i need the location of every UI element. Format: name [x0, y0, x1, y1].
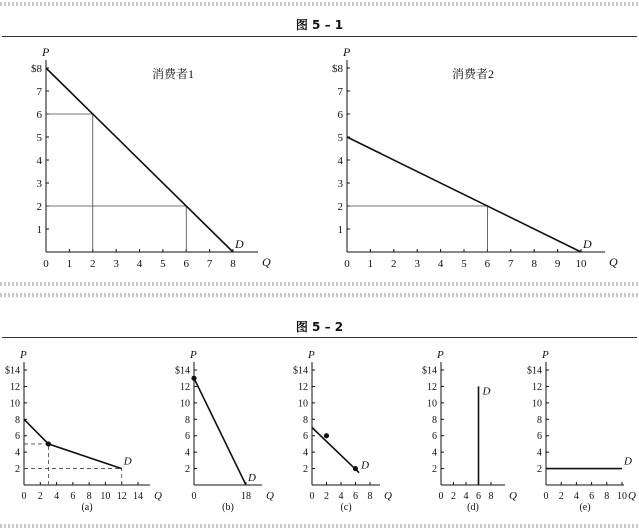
chart2-x-tick-label: 8 [531, 258, 537, 270]
chart1-demand-curve [46, 68, 233, 252]
chart2-y-axis-label: P [343, 45, 351, 59]
chart7-panel-label: (e) [579, 502, 591, 513]
chart2-y-tick-label: 2 [337, 200, 343, 213]
chart7-x-tick-label: 6 [589, 491, 595, 502]
chart5-y-axis-label: P [308, 349, 315, 361]
chart5-y-tick-label: $14 [293, 365, 308, 377]
chart4-y-tick-label: 8 [185, 414, 190, 426]
chart2-x-axis-label: Q [609, 255, 618, 269]
chart2-y-tick-label: 4 [337, 154, 343, 167]
chart2-x-tick-label: 2 [391, 258, 397, 270]
chart2-x-tick-label: 0 [344, 258, 350, 270]
chart7-y-tick-label: 6 [537, 431, 542, 443]
chart2-y-tick-label: 7 [337, 85, 343, 98]
chart6-x-tick-label: 0 [438, 491, 444, 502]
chart2-x-tick-label: 4 [437, 258, 444, 270]
figure-5-2-title: 图 5 – 2 [295, 320, 344, 334]
chart1-x-tick-label: 8 [230, 258, 236, 270]
chart3-y-tick-label: 10 [10, 398, 20, 410]
chart7-y-axis-label: P [542, 349, 549, 361]
chart4-data-point [191, 376, 196, 381]
chart2-x-tick-label: 5 [461, 258, 467, 270]
chart7-y-tick-label: 4 [537, 447, 542, 459]
chart2-y-tick-label: 1 [337, 223, 343, 236]
chart3-x-axis-label: Q [154, 490, 162, 502]
chart3-curve-label: D [123, 455, 132, 468]
chart3-x-tick-label: 6 [70, 491, 76, 502]
chart5-x-tick-label: 6 [353, 491, 358, 502]
chart7-curve-label: D [624, 455, 632, 468]
chart6-x-tick-label: 2 [451, 491, 456, 502]
chart2-x-tick-label: 7 [508, 258, 514, 270]
chart2-x-tick-label: 1 [367, 258, 374, 270]
chart6-panel-label: (d) [467, 502, 479, 513]
chart1-x-tick-label: 5 [160, 258, 166, 270]
chart3-x-tick-label: 14 [133, 491, 143, 502]
chart5-x-tick-label: 2 [324, 491, 329, 502]
chart4-x-tick-label: 0 [191, 491, 197, 502]
chart5-y-tick-label: 2 [303, 464, 308, 476]
chart6-x-axis-label: Q [509, 490, 517, 502]
chart5-panel-label: (c) [340, 502, 352, 513]
chart1-x-tick-label: 6 [183, 258, 189, 270]
chart2-y-tick-label: 3 [337, 177, 343, 190]
chart3-x-tick-label: 8 [86, 491, 92, 502]
chart5-x-tick-label: 4 [338, 491, 344, 502]
chart3-data-point [46, 441, 51, 446]
chart7-y-tick-label: 8 [537, 414, 542, 426]
chart3-panel-label: (a) [81, 502, 93, 513]
chart3-x-tick-label: 12 [116, 491, 127, 502]
chart1-y-tick-label: $8 [31, 62, 42, 75]
chart6-x-tick-label: 8 [488, 491, 494, 502]
chart2-y-tick-label: $8 [332, 62, 343, 75]
chart1-title: 消费者1 [152, 67, 195, 81]
chart3-y-axis-label: P [20, 349, 27, 361]
chart3-y-tick-label: 4 [15, 447, 20, 459]
chart1-y-tick-label: 4 [36, 154, 42, 167]
chart6-y-tick-label: 6 [432, 431, 437, 443]
chart5-x-tick-label: 8 [367, 491, 373, 502]
chart7-x-axis-label: Q [628, 490, 636, 502]
chart5-y-tick-label: 10 [298, 398, 308, 410]
chart6-y-tick-label: 10 [427, 398, 437, 410]
chart4-y-tick-label: 4 [185, 447, 190, 459]
chart1-x-axis-label: Q [262, 255, 271, 269]
chart1-y-tick-label: 1 [36, 223, 42, 236]
chart7-y-tick-label: 12 [532, 381, 542, 393]
chart4-y-tick-label: 12 [180, 381, 190, 393]
figure-5-1-title: 图 5 – 1 [295, 18, 344, 32]
chart7-x-tick-label: 10 [617, 491, 627, 502]
chart5-demand-curve [312, 428, 359, 473]
chart3-x-tick-label: 0 [21, 491, 27, 502]
chart1-x-tick-label: 3 [113, 258, 119, 270]
chart6-y-tick-label: 12 [427, 381, 437, 393]
chart1-x-tick-label: 7 [206, 258, 213, 270]
chart4-demand-curve [194, 378, 246, 485]
chart2-demand-curve [347, 137, 581, 252]
chart6-y-tick-label: $14 [422, 365, 437, 377]
chart1-y-tick-label: 2 [36, 200, 42, 213]
chart2-x-tick-label: 9 [554, 258, 561, 270]
chart7-x-tick-label: 8 [604, 491, 610, 502]
chart4-curve-label: D [248, 472, 256, 484]
chart1-y-tick-label: 7 [36, 85, 42, 98]
chart6-x-tick-label: 6 [476, 491, 481, 502]
chart6-y-tick-label: 2 [432, 464, 437, 476]
chart7-y-tick-label: $14 [527, 365, 542, 377]
chart3-y-tick-label: 6 [15, 431, 20, 443]
chart1-y-tick-label: 3 [36, 177, 42, 190]
chart4-y-axis-label: P [190, 349, 197, 361]
chart5-data-point [353, 466, 358, 471]
chart3-y-tick-label: 12 [10, 381, 20, 393]
chart6-y-tick-label: 8 [432, 414, 437, 426]
chart3-y-tick-label: 8 [15, 414, 20, 426]
chart1-y-axis-label: P [42, 45, 50, 59]
chart1-x-tick-label: 2 [90, 258, 96, 270]
chart5-y-tick-label: 12 [298, 381, 308, 393]
chart5-y-tick-label: 6 [303, 431, 308, 443]
chart4-x-tick-label: 18 [241, 491, 251, 502]
chart2-x-tick-label: 6 [484, 258, 491, 270]
chart5-y-tick-label: 8 [303, 414, 308, 426]
chart5-curve-label: D [361, 459, 370, 472]
chart1-x-tick-label: 4 [136, 258, 143, 270]
chart2-y-tick-label: 5 [337, 131, 343, 144]
chart3-x-tick-label: 10 [100, 491, 111, 502]
chart4-x-axis-label: Q [266, 490, 274, 502]
chart7-x-tick-label: 4 [573, 491, 579, 502]
chart2-x-tick-label: 3 [414, 258, 420, 270]
chart2-y-tick-label: 6 [337, 108, 343, 121]
chart1-y-tick-label: 6 [36, 108, 42, 121]
chart4-y-tick-label: 10 [180, 398, 190, 410]
chart6-y-tick-label: 4 [432, 447, 437, 459]
chart4-y-tick-label: 6 [185, 431, 190, 443]
chart3-y-tick-label: 2 [15, 464, 20, 476]
chart6-y-axis-label: P [437, 349, 444, 361]
chart2-title: 消费者2 [452, 67, 495, 81]
chart5-y-tick-label: 4 [303, 447, 308, 459]
chart5-x-tick-label: 0 [309, 491, 315, 502]
chart7-x-tick-label: 2 [558, 491, 564, 502]
chart7-y-tick-label: 2 [537, 464, 542, 476]
chart6-x-tick-label: 4 [463, 491, 469, 502]
chart1-y-tick-label: 5 [36, 131, 42, 144]
chart3-x-tick-label: 2 [37, 491, 43, 502]
chart6-curve-label: D [482, 385, 491, 398]
chart3-y-tick-label: $14 [5, 365, 20, 377]
chart2-curve-label: D [583, 237, 592, 251]
chart7-y-tick-label: 10 [532, 398, 542, 410]
chart7-x-tick-label: 0 [543, 491, 549, 502]
chart4-panel-label: (b) [222, 502, 234, 513]
chart5-data-point [324, 433, 329, 438]
chart1-x-tick-label: 0 [43, 258, 49, 270]
chart4-y-tick-label: $14 [175, 365, 190, 377]
chart5-x-axis-label: Q [384, 490, 392, 502]
chart3-x-tick-label: 4 [54, 491, 60, 502]
chart4-y-tick-label: 2 [185, 464, 190, 476]
chart1-x-tick-label: 1 [66, 258, 73, 270]
chart1-curve-label: D [235, 237, 244, 251]
chart2-x-tick-label: 10 [575, 258, 587, 270]
